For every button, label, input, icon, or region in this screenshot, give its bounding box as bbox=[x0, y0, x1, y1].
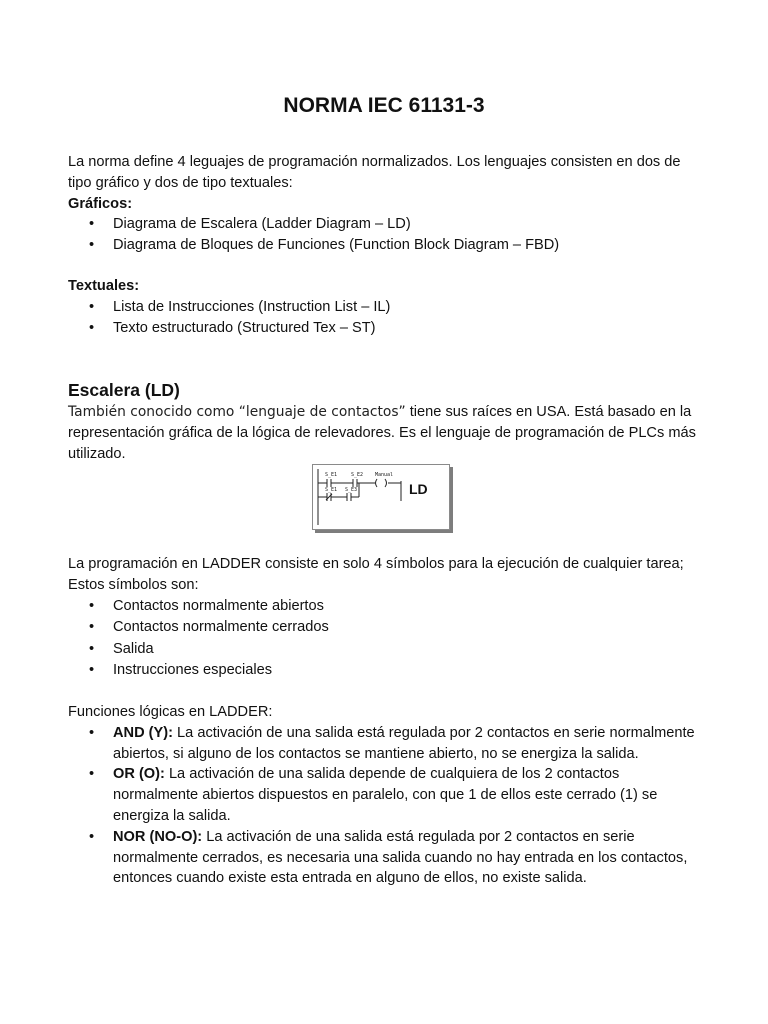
bullet-icon: • bbox=[89, 237, 95, 254]
list-item bbox=[68, 764, 708, 826]
functions-section bbox=[68, 702, 708, 889]
functions-list bbox=[68, 723, 708, 889]
intro-section bbox=[68, 152, 708, 256]
list-item: • Contactos normalmente cerrados bbox=[68, 617, 708, 639]
function-desc: La activación de una salida depende de cualquiera de los 2 contactos normalmente abiertos dispuestos en paralelo, con que 1 de ellos este cerrado (1) se energiza la salida. bbox=[113, 766, 658, 824]
ladder-paragraph bbox=[68, 402, 708, 464]
bullet-icon: • bbox=[89, 319, 95, 336]
ladder-diagram-icon bbox=[313, 465, 449, 529]
contact-label-1: S_E1 bbox=[325, 472, 338, 478]
intro-paragraph: La norma define 4 leguajes de programación normalizados. Los lenguajes consisten en dos de tipo gráfico y dos de tipo textuales: bbox=[68, 154, 681, 191]
function-term: NOR (NO-O): bbox=[113, 828, 203, 845]
bullet-icon: • bbox=[89, 640, 95, 657]
ladder-heading: Escalera (LD) bbox=[68, 380, 180, 400]
graphics-heading: Gráficos: bbox=[68, 195, 133, 212]
bullet-icon: • bbox=[89, 724, 95, 741]
diagram-label: LD bbox=[409, 481, 428, 497]
bullet-icon: • bbox=[89, 597, 95, 614]
bullet-icon: • bbox=[89, 619, 95, 636]
bullet-icon: • bbox=[89, 662, 95, 679]
ladder-lead: También conocido como “lenguaje de contactos” bbox=[68, 404, 406, 420]
textual-list bbox=[68, 297, 708, 339]
symbols-paragraph: La programación en LADDER consiste en solo 4 símbolos para la ejecución de cualquier tarea; Estos símbolos son: bbox=[68, 556, 684, 593]
list-item: • Lista de Instrucciones (Instruction List – IL) bbox=[68, 297, 708, 318]
symbols-list bbox=[68, 596, 708, 682]
bullet-icon: • bbox=[89, 766, 95, 783]
list-item bbox=[68, 723, 708, 765]
output-label: Manual bbox=[375, 472, 394, 478]
list-item bbox=[68, 827, 708, 889]
ladder-diagram-figure bbox=[312, 464, 450, 530]
contact-label-2: S_E2 bbox=[351, 472, 364, 478]
bullet-icon: • bbox=[89, 298, 95, 315]
function-term: AND (Y): bbox=[113, 724, 173, 741]
contact-label-3: S_E1 bbox=[325, 487, 338, 493]
list-item: • Instrucciones especiales bbox=[68, 660, 708, 682]
graphics-list bbox=[68, 214, 708, 256]
function-desc: La activación de una salida está regulada por 2 contactos en serie normalmente cerrados, es necesaria una salida cuando no hay entrada en los contactos, entonces cuando existe esta entrada en alguno de ellos, no existe salida. bbox=[113, 828, 688, 887]
bullet-icon: • bbox=[89, 216, 95, 233]
symbols-section bbox=[68, 554, 708, 682]
functions-heading: Funciones lógicas en LADDER: bbox=[68, 704, 273, 720]
ladder-section bbox=[68, 378, 708, 402]
bullet-icon: • bbox=[89, 828, 95, 845]
list-item: • Contactos normalmente abiertos bbox=[68, 596, 708, 618]
list-item: • Texto estructurado (Structured Tex – ST) bbox=[68, 318, 708, 339]
function-term: OR (O): bbox=[113, 766, 165, 783]
ladder-text: tiene sus raíces en USA. Está basado en la representación gráfica de la lógica de relevadores. Es el lenguaje de programación de PLCs más utilizado. bbox=[68, 404, 696, 462]
list-item: • Diagrama de Escalera (Ladder Diagram – LD) bbox=[68, 214, 708, 235]
textual-heading: Textuales: bbox=[68, 278, 140, 294]
list-item: • Diagrama de Bloques de Funciones (Function Block Diagram – FBD) bbox=[68, 235, 708, 256]
function-desc: La activación de una salida está regulada por 2 contactos en serie normalmente abiertos, si alguno de los contactos se mantiene abierto, no se energiza la salida. bbox=[113, 724, 695, 762]
page-title: NORMA IEC 61131-3 bbox=[283, 94, 485, 117]
textual-section bbox=[68, 276, 708, 338]
contact-label-4: S_E3 bbox=[345, 487, 358, 493]
list-item: • Salida bbox=[68, 639, 708, 661]
